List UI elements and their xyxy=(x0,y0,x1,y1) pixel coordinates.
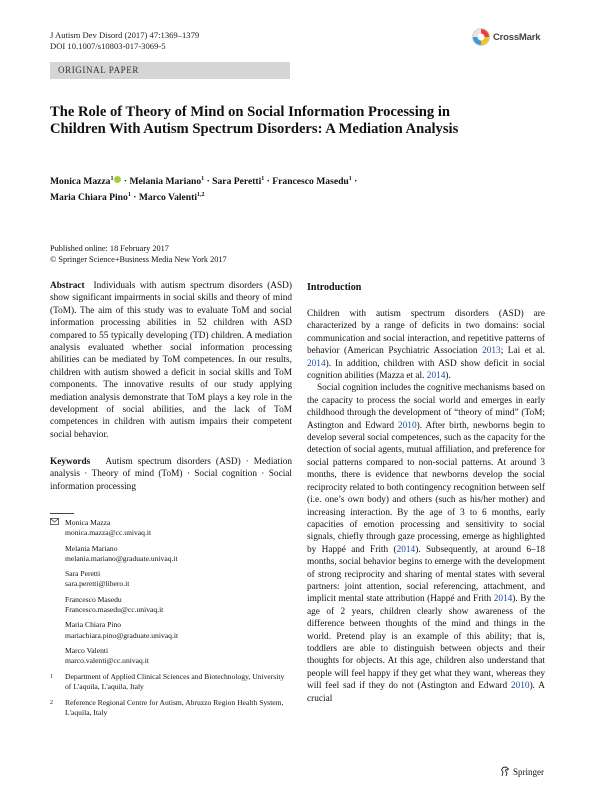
author-separator: · xyxy=(130,191,139,203)
springer-label: Springer xyxy=(513,766,544,777)
author-list xyxy=(50,173,490,204)
author-affil-sup: 1,2 xyxy=(197,191,205,198)
citation-link[interactable]: 2010 xyxy=(398,420,417,431)
keywords-label: Keywords xyxy=(50,457,91,467)
author-affil-sup: 1 xyxy=(261,176,265,182)
author-name[interactable]: Maria Chiara Pino xyxy=(50,191,128,203)
abstract-text: Individuals with autism spectrum disorders (ASD) show significant impairments in social skills and theory of mind (ToM). The aim of this study was to evaluate ToM and social information processing abilities in 52 children with ASD compared to 55 typically developing (TD) children. A mediation analysis evaluated whether social information processing abilities can be mediated by ToM competences. In our results, children with autism showed a deficit in social skills and ToM components. The innovative results of our study applying mediation analysis demonstrate that ToM plays a key role in the development of social abilities, and the lack of ToM competences in children with autism impairs their competent social behavior. xyxy=(50,281,292,440)
contact-entry xyxy=(50,595,292,616)
contact-name: Monica Mazza xyxy=(65,518,111,527)
author-separator: · xyxy=(351,176,358,188)
citation-link[interactable]: 2010 xyxy=(510,681,530,692)
author-contacts xyxy=(50,518,292,672)
contact-email[interactable]: marco.valenti@cc.univaq.it xyxy=(65,656,149,666)
affiliation xyxy=(50,672,292,693)
doi[interactable]: DOI 10.1007/s10803-017-3069-5 xyxy=(50,41,166,51)
intro-text: Children with autism spectrum disorders (ASD) are characterized by a range of deficits in two domains: social communication and social interaction, and repetitive patterns of behavior (American Psychiatric Association xyxy=(307,309,545,357)
keywords xyxy=(50,456,292,493)
intro-text: ). xyxy=(445,371,451,382)
contact-name: Francesco Masedu xyxy=(65,594,122,604)
article-type-band xyxy=(50,62,290,79)
introduction-heading: Introduction xyxy=(307,282,362,293)
author-affil-sup: 1 xyxy=(110,176,114,182)
article-title: The Role of Theory of Mind on Social Information Processing in Children With Autism Spectrum Disorders: A Mediation Analysis xyxy=(50,104,459,137)
affiliation-text: Reference Regional Centre for Autism, Abruzzo Region Health System, L'aquila, Italy xyxy=(65,697,284,717)
citation-link[interactable]: 2014 xyxy=(396,544,416,555)
citation-link[interactable]: 2013 xyxy=(482,346,501,357)
affiliation-number: 1 xyxy=(50,674,53,680)
intro-text: ). After birth, newborns begin to develop several social competences, such as the capacity for the detection of social agents, mutual affiliation, and preference for social patterns compared to non-social patterns. At around 3 months, there is evidence that newborns develop the social reciprocity related to both contingency recognition between self (i.e. one’s own body) and others (such as his/her mother) and increasing interaction. By the age of 3 to 6 months, early capacities of emotion processing and sensitivity to social signals, chiefly through gaze processing, emerge as highlighted by Happé and Frith ( xyxy=(307,420,546,555)
citation-link[interactable]: 2014 xyxy=(307,358,326,369)
contact-name: Sara Peretti xyxy=(65,569,101,579)
copyright: © Springer Science+Business Media New York 2017 xyxy=(50,254,227,264)
contact-entry xyxy=(50,569,292,590)
affiliation xyxy=(50,698,292,719)
intro-text: ). By the age of 2 years, children clearly show awareness of the difference between thoughts of the mind and things in the world. Pretend play is an example of this ability; that is, toddlers are able to distinguish between objects and their thoughts for objects. At this age, children also understand that people will feel happy if they get what they want, whereas they will feel sad if they do not (Astington and Edward xyxy=(307,594,546,692)
contact-entry xyxy=(50,620,292,641)
footnote-divider xyxy=(50,513,74,514)
intro-paragraph xyxy=(307,308,545,382)
author-name[interactable]: Marco Valenti xyxy=(138,191,197,203)
author-name[interactable]: Monica Mazza xyxy=(50,176,111,188)
contact-email[interactable]: melania.mariano@graduate.univaq.it xyxy=(65,553,178,563)
author-affil-sup: 1 xyxy=(348,176,352,182)
contact-email[interactable]: Francesco.masedu@cc.univaq.it xyxy=(65,605,164,615)
keywords-text: Autism spectrum disorders (ASD) · Mediation analysis · Theory of mind (ToM) · Social cognition · Social information processing xyxy=(50,457,292,492)
contact-entry xyxy=(50,518,292,539)
published-date: Published online: 18 February 2017 xyxy=(50,244,169,253)
contact-name: Marco Valenti xyxy=(65,645,109,655)
introduction-body xyxy=(307,308,545,705)
author-separator: · xyxy=(264,176,273,188)
affiliation-text: Department of Applied Clinical Sciences and Biotechnology, University of L'aquila, L'aquila, Italy xyxy=(65,672,285,692)
intro-text: ). In addition, children with ASD show deficit in social cognition abilities (Mazza et al. xyxy=(307,358,545,382)
contact-email[interactable]: sara.peretti@libero.it xyxy=(65,579,130,589)
author-name[interactable]: Sara Peretti xyxy=(212,176,262,188)
abstract-label: Abstract xyxy=(50,281,85,291)
crossmark-logo[interactable] xyxy=(472,27,552,47)
article-type-label: ORIGINAL PAPER xyxy=(58,65,139,75)
affiliations xyxy=(50,672,292,723)
springer-horse-icon xyxy=(500,766,510,777)
publication-info xyxy=(50,244,227,265)
crossmark-label: CrossMark xyxy=(493,31,541,43)
author-separator: · xyxy=(204,176,213,188)
contact-email[interactable]: monica.mazza@cc.univaq.it xyxy=(65,528,152,538)
envelope-icon xyxy=(50,518,65,539)
citation-link[interactable]: 2014 xyxy=(426,371,446,382)
affiliation-number: 2 xyxy=(50,699,53,706)
author-name[interactable]: Melania Mariano xyxy=(129,176,202,188)
intro-paragraph xyxy=(307,382,545,705)
contact-entry xyxy=(50,544,292,565)
intro-text: Social cognition includes the cognitive mechanisms based on the capacity to process the social world and emerges in early childhood through the development of “theory of mind” (ToM; Astington and Edward xyxy=(307,383,545,431)
journal-citation: J Autism Dev Disord (2017) 47:1369–1379 xyxy=(50,30,200,40)
springer-logo xyxy=(500,766,544,777)
contact-entry xyxy=(50,646,292,667)
intro-text: ; Lai et al. xyxy=(500,346,545,357)
author-affil-sup: 1 xyxy=(127,191,131,198)
citation-link[interactable]: 2014 xyxy=(493,594,513,605)
intro-text: ). A crucial xyxy=(307,681,546,704)
contact-name: Maria Chiara Pino xyxy=(65,620,122,630)
intro-text: ). Subsequently, at around 6–18 months, social behavior begins to emerge with the development of strong reciprocity and sharing of mental states with several partners: joint attention, social referencing, attachment, and implicit mental state attribution (Happé and Frith xyxy=(307,544,545,605)
author-affil-sup: 1 xyxy=(201,176,205,182)
author-name[interactable]: Francesco Masedu xyxy=(272,176,349,188)
abstract xyxy=(50,280,292,441)
contact-name: Melania Mariano xyxy=(65,543,118,553)
contact-email[interactable]: mariachiara.pino@graduate.univaq.it xyxy=(65,630,179,640)
crossmark-icon xyxy=(472,28,490,46)
author-separator: · xyxy=(121,176,130,188)
